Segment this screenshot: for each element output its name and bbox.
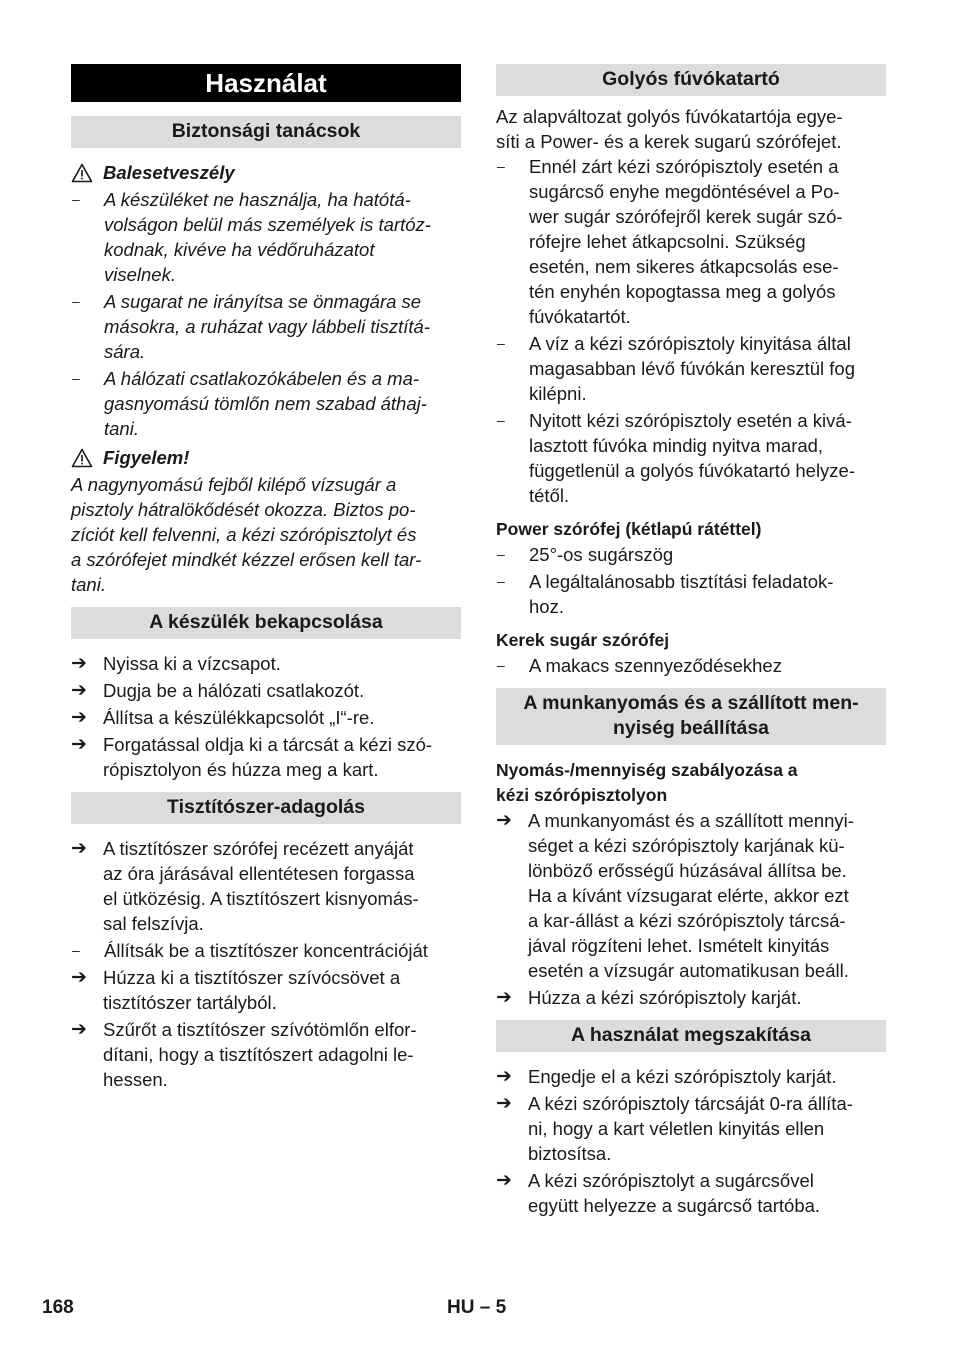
arrow-right-icon: ➔ (71, 653, 87, 674)
list-item: ➔ Szűrőt a tisztítószer szívótömlőn elfor- dítani, hogy a tisztítószert adagolni le- hessen. (71, 1019, 417, 1090)
list-item: ➔ Nyissa ki a vízcsapot. (71, 653, 281, 674)
page-number: 168 (42, 1297, 74, 1318)
warning-triangle-icon (71, 448, 93, 468)
dash-bullet: – (497, 412, 505, 428)
arrow-right-icon: ➔ (496, 1066, 512, 1087)
section-heading-interrupt: A használat megszakítása (496, 1020, 886, 1052)
danger-label: Balesetveszély (103, 162, 235, 183)
list-item: – A hálózati csatlakozókábelen és a ma- gasnyomású tömlőn nem szabad áthaj- tani. (72, 368, 427, 439)
list-item: ➔ Engedje el a kézi szórópisztoly karját. (496, 1066, 837, 1087)
list-item: ➔ Húzza ki a tisztítószer szívócsövet a tisztítószer tartályból. (71, 967, 401, 1013)
list-item: – A legáltalánosabb tisztítási feladatok- hoz. (497, 571, 834, 617)
pressure-subheading: Nyomás-/mennyiség szabályozása a kézi szórópisztolyon (496, 760, 798, 805)
dash-bullet: – (497, 158, 505, 174)
list-item: ➔ Állítsa a készülékkapcsolót „I“-re. (71, 707, 375, 728)
nozzle-intro: Az alapváltozat golyós fúvókatartója egye- síti a Power- és a kerek sugarú szórófejet. (496, 106, 843, 152)
list-item: – Ennél zárt kézi szórópisztoly esetén a sugárcső enyhe megdöntésével a Po- wer sugár szórófejről kerek sugár szó- rófejre lehet átkapcsolni. Szükség esetén, nem sikeres átkapcsolás ese- tén enyhén kopogtassa meg a golyós fúvókatartót. (497, 156, 843, 327)
section-heading-switch-on: A készülék bekapcsolása (71, 607, 461, 639)
page-title: Használat (71, 64, 461, 102)
language-page-label: HU – 5 (447, 1297, 507, 1318)
arrow-right-icon: ➔ (71, 734, 87, 755)
list-item: ➔ A kézi szórópisztolyt a sugárcsővel együtt helyezze a sugárcső tartóba. (496, 1170, 821, 1216)
dash-bullet: – (72, 942, 80, 958)
list-item: ➔ A munkanyomást és a szállított mennyi- séget a kézi szórópisztoly karjának kü- lönböző erősségű húzásával állítsa be. Ha a kívánt vízsugarat elérte, akkor ezt a kar-állást a kézi szórópisztoly tárcsá- jával rögzíteni lehet. Ismételt kinyitás esetén a vízsugár automatikusan beáll. (496, 810, 854, 981)
list-item: – Nyitott kézi szórópisztoly esetén a kivá- lasztott fúvóka mindig nyitva marad, függetlenül a golyós fúvókatartó helyze- tétől. (497, 410, 856, 506)
dash-bullet: – (497, 546, 505, 562)
list-item: – 25°-os sugárszög (497, 544, 674, 565)
list-item: – A sugarat ne irányítsa se önmagára se másokra, a ruházat vagy lábbeli tisztítá- sára. (72, 291, 430, 362)
arrow-right-icon: ➔ (71, 680, 87, 701)
dash-bullet: – (72, 293, 80, 309)
section-heading-safety: Biztonsági tanácsok (71, 116, 461, 148)
dash-bullet: – (72, 370, 80, 386)
arrow-right-icon: ➔ (71, 838, 87, 859)
round-nozzle-heading: Kerek sugár szórófej (496, 630, 670, 650)
dash-bullet: – (497, 335, 505, 351)
section-heading-nozzle: Golyós fúvókatartó (496, 64, 886, 96)
list-item: – A makacs szennyeződésekhez (497, 655, 782, 676)
power-nozzle-heading: Power szórófej (kétlapú rátéttel) (496, 519, 762, 539)
list-item: – A készüléket ne használja, ha hatótá- volságon belül más személyek is tartóz- kodnak, kivéve ha védőruházatot viselnek. (72, 189, 431, 285)
arrow-right-icon: ➔ (496, 810, 512, 831)
list-item: – A víz a kézi szórópisztoly kinyitása által magasabban lévő fúvókán keresztül fog kilépni. (497, 333, 856, 404)
list-item: ➔ A kézi szórópisztoly tárcsáját 0-ra állíta- ni, hogy a kart véletlen kinyitás ellen biztosítsa. (496, 1093, 853, 1164)
section-heading-detergent: Tisztítószer-adagolás (71, 792, 461, 824)
arrow-right-icon: ➔ (496, 1093, 512, 1114)
arrow-right-icon: ➔ (496, 987, 512, 1008)
danger-warning (71, 160, 461, 185)
dash-bullet: – (497, 657, 505, 673)
list-item: ➔ Forgatással oldja ki a tárcsát a kézi szó- rópisztolyon és húzza meg a kart. (71, 734, 433, 780)
warning-triangle-icon (71, 163, 93, 183)
arrow-right-icon: ➔ (496, 1170, 512, 1191)
right-column (496, 64, 886, 1218)
attention-label: Figyelem! (103, 447, 190, 468)
arrow-right-icon: ➔ (71, 1019, 87, 1040)
list-item: ➔ Dugja be a hálózati csatlakozót. (71, 680, 365, 701)
list-item: – Állítsák be a tisztítószer koncentrációját (72, 940, 428, 961)
attention-text: A nagynyomású fejből kilépő vízsugár a pisztoly hátralökődését okozza. Biztos po- zíciót kell felvenni, a kézi szórópisztolyt és a szórófejet mindkét kézzel erősen kell tar- tani. (71, 474, 422, 595)
dash-bullet: – (72, 191, 80, 207)
list-item: ➔ A tisztítószer szórófej recézett anyáját az óra járásával ellentétesen forgassa el ütközésig. A tisztítószert kisnyomás- sal felszívja. (71, 838, 419, 934)
left-column (71, 64, 461, 1092)
attention-warning (71, 445, 461, 470)
dash-bullet: – (497, 573, 505, 589)
arrow-right-icon: ➔ (71, 707, 87, 728)
list-item: ➔ Húzza a kézi szórópisztoly karját. (496, 987, 802, 1008)
arrow-right-icon: ➔ (71, 967, 87, 988)
section-heading-pressure: A munkanyomás és a szállított men- nyiség beállítása (496, 688, 886, 745)
